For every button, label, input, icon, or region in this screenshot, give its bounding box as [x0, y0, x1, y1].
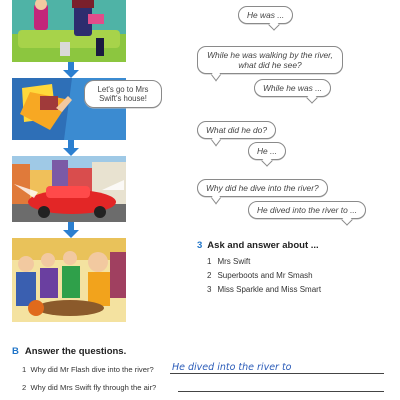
list-item [207, 285, 321, 294]
speech-bubble-text: While he was walking by the river, what did he see? [207, 50, 333, 70]
section-b-label: B [12, 346, 19, 357]
list-item-number: 1 [207, 257, 212, 266]
section-b-heading [12, 346, 392, 357]
speech-bubble-5 [248, 142, 286, 160]
section-3-list [207, 257, 321, 294]
arrow-down-icon [62, 222, 80, 238]
speech-bubble-7 [248, 201, 366, 219]
comic-panel-1-illustration [12, 0, 126, 62]
speech-bubble-4 [197, 121, 276, 139]
comic-panel-3-illustration [12, 156, 126, 222]
question-text: Why did Mrs Swift fly through the air? [30, 383, 157, 392]
section-3 [197, 240, 321, 299]
question-text: Why did Mr Flash dive into the river? [30, 365, 154, 374]
section-b [12, 346, 392, 395]
speech-bubble-1 [238, 6, 293, 24]
question-1 [22, 365, 154, 374]
section-3-number: 3 [197, 240, 203, 251]
list-item [207, 257, 321, 266]
answer-line-1[interactable] [170, 373, 384, 374]
section-b-heading-text: Answer the questions. [24, 346, 127, 357]
speech-bubble-text: While he was ... [263, 83, 323, 93]
question-row-1 [12, 359, 392, 377]
list-item-number: 2 [207, 271, 212, 280]
list-item-text: Superboots and Mr Smash [217, 271, 313, 280]
answer-1-handwriting: He dived into the river to [172, 362, 292, 373]
speech-bubble-6 [197, 179, 328, 197]
speech-bubble-text: He was ... [247, 10, 285, 20]
speech-bubble-text: He ... [257, 146, 278, 156]
speech-bubble-text: Why did he dive into the river? [206, 183, 319, 193]
section-3-heading [197, 240, 321, 251]
speech-bubble-text: He dived into the river to ... [257, 205, 358, 215]
list-item-text: Miss Sparkle and Miss Smart [217, 285, 322, 294]
answer-line-2[interactable] [178, 391, 384, 392]
speech-bubble-3 [254, 79, 331, 97]
arrow-down-icon [62, 140, 80, 156]
arrow-down-icon [62, 62, 80, 78]
list-item-number: 3 [207, 285, 212, 294]
comic-panel-3 [12, 156, 126, 222]
question-number: 2 [22, 383, 27, 392]
comic-panel-4-illustration [12, 238, 126, 322]
comic-panel-1 [12, 0, 126, 62]
speech-bubble-text: What did he do? [206, 125, 267, 135]
question-number: 1 [22, 365, 27, 374]
speech-bubble-panel-2 [84, 80, 162, 108]
section-3-heading-text: Ask and answer about ... [207, 240, 319, 251]
list-item-text: Mrs Swift [217, 257, 251, 266]
question-2 [22, 383, 156, 392]
speech-bubble-2 [197, 46, 343, 74]
speech-bubble-text: Let's go to Mrs Swift's house! [97, 85, 149, 103]
list-item [207, 271, 321, 280]
comic-panel-4 [12, 238, 126, 322]
question-row-2 [12, 377, 392, 395]
